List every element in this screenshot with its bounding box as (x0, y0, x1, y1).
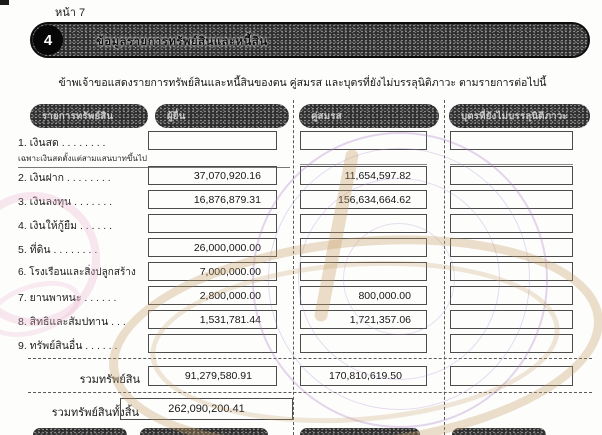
asset-row-buildings (0, 262, 602, 282)
grand-total-box (120, 398, 293, 420)
column-header-children-label: บุตรที่ยังไม่บรรลุนิติภาวะ (461, 110, 568, 122)
value-box-declarant (148, 238, 277, 257)
value-box-children (450, 238, 573, 257)
value-box-children (450, 131, 573, 150)
value-spouse: 800,000.00 (358, 289, 411, 302)
asset-row-label: 3. เงินลงทุน . . . . . . . (18, 196, 113, 208)
next-section-pill (33, 428, 127, 435)
next-section-pill (140, 428, 268, 435)
asset-row-other-assets (0, 334, 602, 354)
column-header-declarant (155, 104, 289, 128)
next-section-pill (300, 428, 420, 435)
column-header-children (449, 104, 590, 128)
value-box-declarant (148, 262, 277, 281)
value-box-declarant (148, 166, 277, 185)
value-box-children (450, 310, 573, 329)
total-assets-label: รวมทรัพย์สิน (79, 374, 140, 386)
scan-artifact (0, 0, 9, 5)
asset-row-label: 8. สิทธิและสัมปทาน . . . (18, 316, 126, 328)
total-declarant: 91,279,580.91 (184, 370, 252, 382)
value-box-spouse (300, 286, 427, 305)
asset-row-deposits (0, 166, 602, 186)
value-box-declarant (148, 214, 277, 233)
value-box-children (450, 166, 573, 185)
section-banner (30, 22, 590, 58)
value-spouse: 11,654,597.82 (344, 169, 411, 182)
value-declarant: 2,800,000.00 (199, 289, 261, 302)
asset-row-cash (0, 131, 602, 151)
asset-row-label: 4. เงินให้กู้ยืม . . . . . . (18, 220, 113, 232)
value-box-children (450, 262, 573, 281)
value-spouse: 1,721,357.06 (349, 313, 411, 326)
cash-note: เฉพาะเงินสดตั้งแต่สามแสนบาทขึ้นไป (18, 152, 290, 168)
cash-note-line (300, 164, 427, 165)
value-declarant: 16,876,879.31 (193, 193, 261, 206)
page-number: หน้า 7 (55, 7, 86, 19)
value-box-spouse (300, 334, 427, 353)
value-box-children (450, 286, 573, 305)
asset-row-label: 7. ยานพาหนะ . . . . . . (18, 292, 117, 304)
value-declarant: 37,070,920.16 (193, 169, 261, 182)
total-box-children (450, 366, 573, 386)
value-box-children (450, 334, 573, 353)
value-box-spouse (300, 262, 427, 281)
section-number-badge (33, 25, 63, 55)
value-declarant: 26,000,000.00 (193, 241, 261, 254)
value-box-declarant (148, 310, 277, 329)
value-declarant: 1,531,781.44 (199, 313, 261, 326)
asset-row-rights-concessions (0, 310, 602, 330)
value-box-spouse (300, 238, 427, 257)
value-box-declarant (148, 190, 277, 209)
value-box-declarant (148, 334, 277, 353)
value-box-declarant (148, 131, 277, 150)
asset-row-label: 2. เงินฝาก . . . . . . . . (18, 172, 111, 184)
asset-row-label: 5. ที่ดิน . . . . . . . . (18, 244, 98, 256)
column-header-assets (30, 104, 148, 128)
column-header-assets-label: รายการทรัพย์สิน (42, 110, 114, 122)
cash-note-line (450, 164, 573, 165)
grand-total-value: 262,090,200.41 (168, 403, 245, 415)
section-number: 4 (43, 31, 53, 49)
total-box-spouse (300, 366, 427, 386)
grand-total-label: รวมทรัพย์สินทั้งสิ้น (51, 407, 139, 419)
value-spouse: 156,634,664.62 (338, 193, 411, 206)
column-header-declarant-label: ผู้ยื่น (167, 110, 186, 122)
asset-row-loans-given (0, 214, 602, 234)
value-box-children (450, 190, 573, 209)
asset-row-label: 1. เงินสด . . . . . . . . (18, 137, 106, 149)
section-divider (28, 358, 592, 359)
total-box-declarant (148, 366, 277, 386)
value-box-spouse (300, 310, 427, 329)
value-box-spouse (300, 166, 427, 185)
value-box-children (450, 214, 573, 233)
section-title: ข้อมูลรายการทรัพย์สินและหนี้สิน (96, 36, 268, 48)
column-header-spouse-label: คู่สมรส (311, 110, 342, 122)
asset-row-label: 6. โรงเรือนและสิ่งปลูกสร้าง (18, 267, 136, 278)
value-box-spouse (300, 131, 427, 150)
value-box-spouse (300, 190, 427, 209)
value-box-spouse (300, 214, 427, 233)
total-spouse: 170,810,619.50 (329, 370, 402, 382)
declaration-statement: ข้าพเจ้าขอแสดงรายการทรัพย์สินและหนี้สินของตน คู่สมรส และบุตรที่ยังไม่บรรลุนิติภาวะ ตามรายการต่อไปนี้ (58, 77, 547, 89)
asset-row-vehicles (0, 286, 602, 306)
asset-row-land (0, 238, 602, 258)
asset-row-label: 9. ทรัพย์สินอื่น . . . . . . (18, 340, 118, 352)
next-section-pill (452, 428, 546, 435)
column-header-spouse (299, 104, 439, 128)
value-declarant: 7,000,000.00 (199, 265, 261, 278)
asset-row-investments (0, 190, 602, 210)
value-box-declarant (148, 286, 277, 305)
section-divider (28, 392, 592, 393)
